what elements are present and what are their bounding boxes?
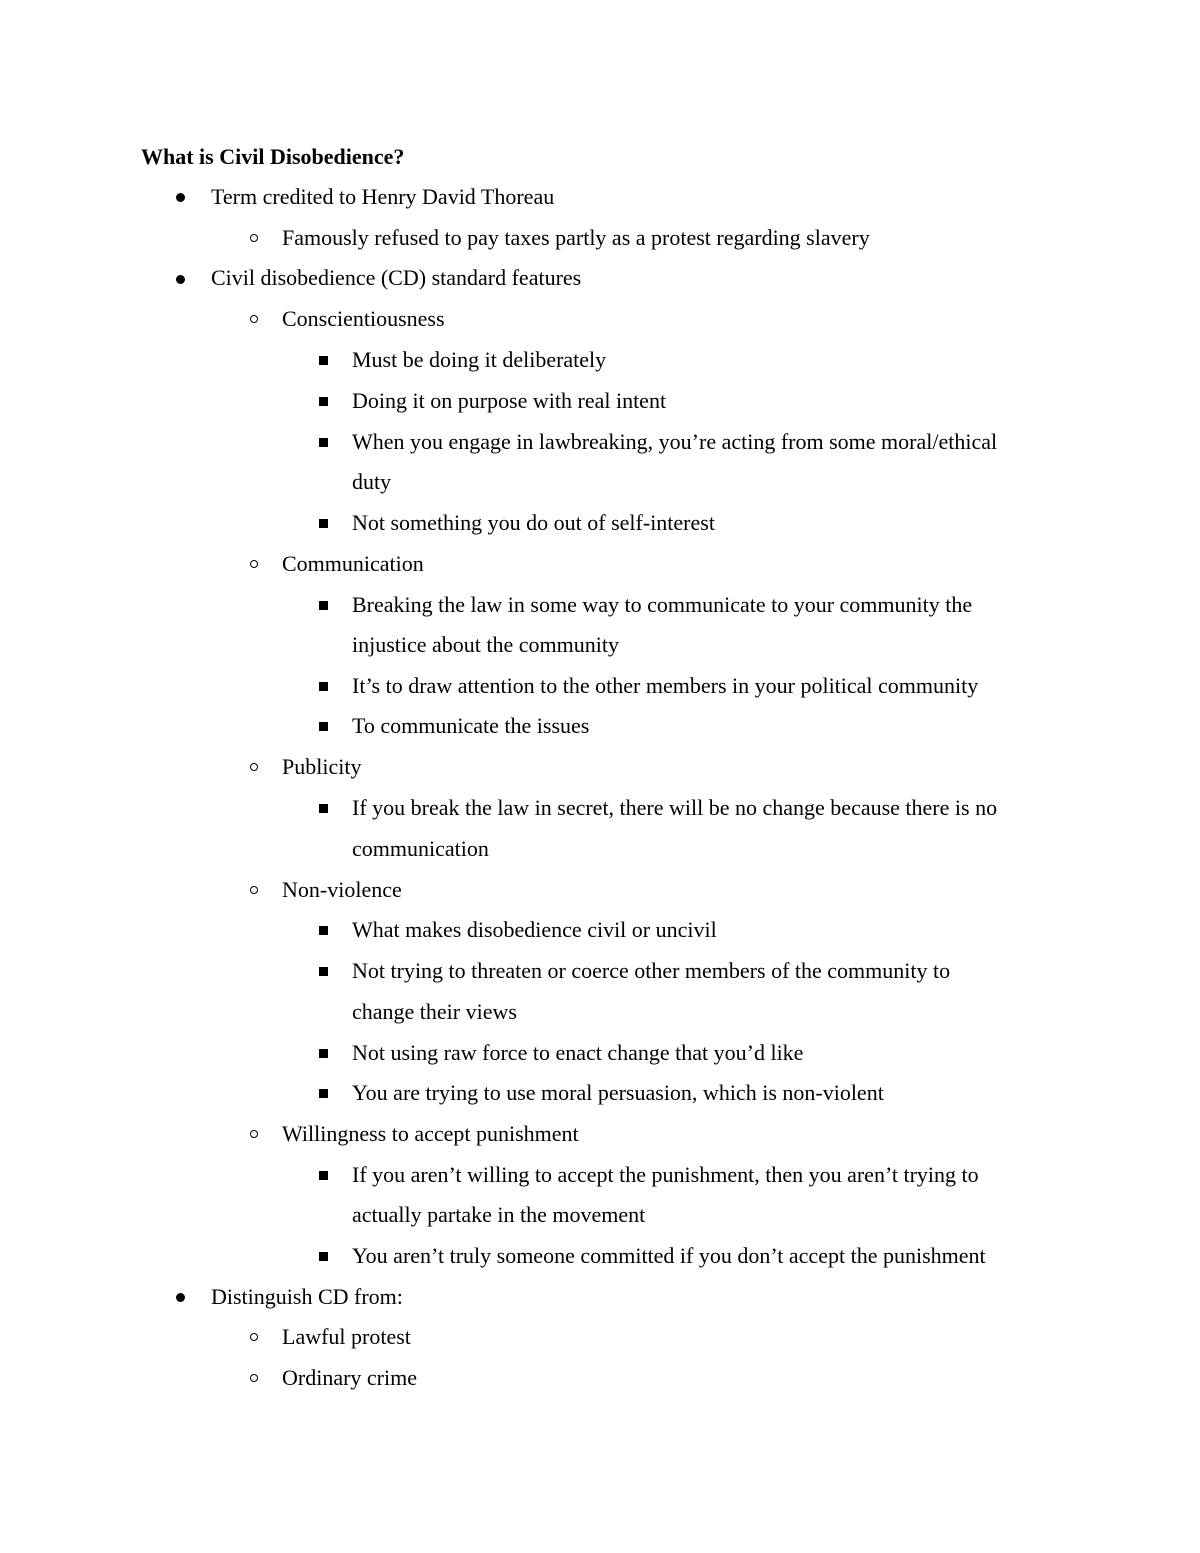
list-item: Term credited to Henry David Thoreau <box>211 184 555 209</box>
square-bullet-icon <box>319 397 328 406</box>
list-item: Distinguish CD from: <box>211 1284 403 1309</box>
disc-bullet-icon <box>176 1293 185 1302</box>
square-bullet-icon <box>319 356 328 365</box>
circle-bullet-icon <box>250 886 258 894</box>
list-item: Willingness to accept punishment <box>282 1121 579 1146</box>
square-bullet-icon <box>319 682 328 691</box>
square-bullet-icon <box>319 601 328 610</box>
square-bullet-icon <box>319 1171 328 1180</box>
square-bullet-icon <box>319 519 328 528</box>
list-item-continuation: injustice about the community <box>352 632 620 657</box>
list-item: To communicate the issues <box>352 713 590 738</box>
list-item: Communication <box>282 551 424 576</box>
list-item: Conscientiousness <box>282 306 445 331</box>
square-bullet-icon <box>319 1089 328 1098</box>
list-item: When you engage in lawbreaking, you’re acting from some moral/ethical <box>352 429 998 454</box>
disc-bullet-icon <box>176 275 185 284</box>
list-item: You are trying to use moral persuasion, which is non-violent <box>352 1080 884 1105</box>
circle-bullet-icon <box>250 560 258 568</box>
square-bullet-icon <box>319 1252 328 1261</box>
list-item-continuation: change their views <box>352 999 517 1024</box>
square-bullet-icon <box>319 804 328 813</box>
square-bullet-icon <box>319 926 328 935</box>
square-bullet-icon <box>319 967 328 976</box>
circle-bullet-icon <box>250 763 258 771</box>
list-item-continuation: actually partake in the movement <box>352 1202 646 1227</box>
list-item: Not something you do out of self-interest <box>352 510 715 535</box>
square-bullet-icon <box>319 722 328 731</box>
list-item: What makes disobedience civil or uncivil <box>352 917 717 942</box>
list-item: Publicity <box>282 754 362 779</box>
circle-bullet-icon <box>250 1333 258 1341</box>
circle-bullet-icon <box>250 1374 258 1382</box>
square-bullet-icon <box>319 438 328 447</box>
list-item: Doing it on purpose with real intent <box>352 388 667 413</box>
square-bullet-icon <box>319 1049 328 1058</box>
list-item: Lawful protest <box>282 1324 411 1349</box>
list-item: Not trying to threaten or coerce other members of the community to <box>352 958 951 983</box>
list-item-continuation: duty <box>352 469 392 494</box>
circle-bullet-icon <box>250 234 258 242</box>
list-item: It’s to draw attention to the other members in your political community <box>352 673 979 698</box>
list-item: Breaking the law in some way to communicate to your community the <box>352 592 973 617</box>
list-item: Not using raw force to enact change that you’d like <box>352 1040 804 1065</box>
circle-bullet-icon <box>250 315 258 323</box>
page-title: What is Civil Disobedience? <box>141 144 405 169</box>
list-item: Civil disobedience (CD) standard features <box>211 265 582 290</box>
list-item: If you aren’t willing to accept the punishment, then you aren’t trying to <box>352 1162 979 1187</box>
circle-bullet-icon <box>250 1130 258 1138</box>
list-item: Ordinary crime <box>282 1365 417 1390</box>
list-item: If you break the law in secret, there will be no change because there is no <box>352 795 998 820</box>
list-item: Must be doing it deliberately <box>352 347 607 372</box>
list-item: Non-violence <box>282 877 402 902</box>
list-item: You aren’t truly someone committed if you don’t accept the punishment <box>352 1243 986 1268</box>
disc-bullet-icon <box>176 193 185 202</box>
list-item: Famously refused to pay taxes partly as a protest regarding slavery <box>282 225 870 250</box>
list-item-continuation: communication <box>352 836 489 861</box>
